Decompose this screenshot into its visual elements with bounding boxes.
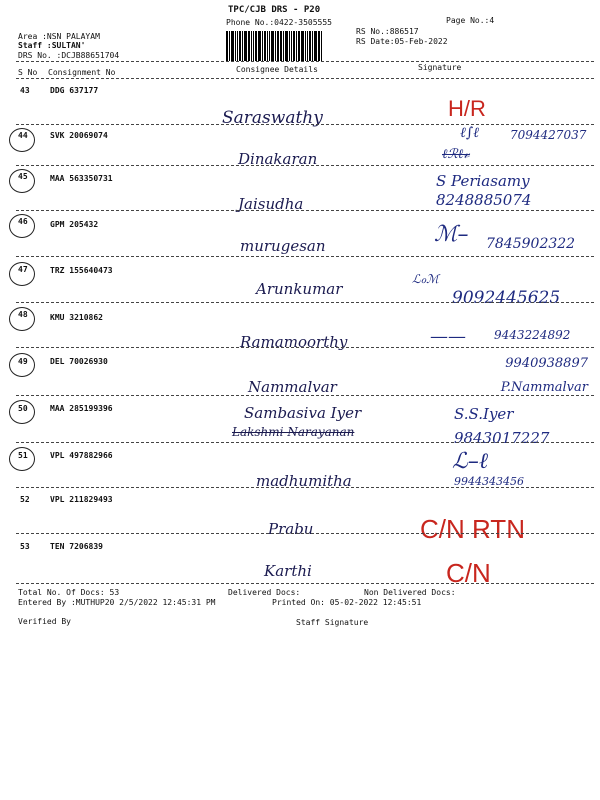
barcode-bar [231,31,234,61]
total-docs: Total No. Of Docs: 53 [18,588,120,597]
row-consignee: Ramamoorthy [240,333,348,351]
row-signature: 9443224892 [494,328,571,342]
barcode-bar [280,31,282,61]
row-signature: 9940938897 P.Nammalvar [500,356,588,395]
entered-by: Entered By :MUTHUP20 2/5/2022 12:45:31 PM [18,598,216,607]
row-consignee: Arunkumar [256,280,343,298]
col-consignee: Consignee Details [236,65,318,74]
col-sno: S No [18,68,38,77]
row-consignment: MAA 563350731 [50,174,113,183]
barcode-bar [229,31,230,61]
row-consignment: SVK 20069074 [50,131,108,140]
barcode-bar [298,31,300,61]
row-consignment: VPL 211829493 [50,495,113,504]
barcode-bar [277,31,279,61]
barcode-bar [226,31,228,61]
row-consignee: Karthi [264,562,312,580]
barcode-bar [312,31,313,61]
row-consignment: DEL 70026930 [50,357,108,366]
col-signature: Signature [418,63,462,72]
phone-number: Phone No.:0422-3505555 [226,18,332,27]
row-consignment: TRZ 155640473 [50,266,113,275]
row-consignee: Jaisudha [238,195,304,213]
row-signature: S Periasamy 8248885074 [436,172,532,209]
barcode-bar [235,31,236,61]
page-number: Page No.:4 [446,16,495,25]
barcode-bar [309,31,311,61]
signature-scribble: ℳ– [434,222,469,247]
barcode-bar [244,31,247,61]
staff-label: Staff :SULTAN' [18,41,86,50]
drs-number: DRS No. :DCJB88651704 [18,51,120,60]
staff-signature: Staff Signature [296,618,369,627]
row-consignee: Dinakaran [238,150,318,168]
divider [16,533,594,534]
barcode-bar [255,31,257,61]
signature-scribble: ℒ–ℓ [452,449,489,474]
barcode-bar [262,31,263,61]
signature-scribble: ℒℴℳ [412,272,440,286]
divider [16,347,594,348]
row-signature: S.S.Iyer 9843017227 [454,405,550,447]
row-remark: C/N [446,558,491,588]
barcode-bar [239,31,241,61]
barcode-bar [318,31,320,61]
row-consignee: Saraswathy [222,108,323,128]
row-sno: 53 [20,542,30,551]
barcode-bar [267,31,268,61]
non-delivered-docs: Non Delivered Docs: [364,588,456,597]
signature-scribble: ℓℛℓ𝓋 [442,147,470,162]
row-signature: 7845902322 [486,236,576,252]
barcode [226,31,350,61]
barcode-bar [314,31,317,61]
divider [16,487,594,488]
row-sno: 46 [18,217,28,226]
row-sno: 43 [20,86,30,95]
row-sno: 49 [18,357,28,366]
barcode-bar [283,31,284,61]
row-consignee: Sambasiva Iyer [244,404,362,422]
row-remark: H/R [448,96,486,121]
barcode-bar [264,31,266,61]
barcode-bar [291,31,292,61]
verified-by: Verified By [18,617,71,626]
row-consignee: Nammalvar [248,378,337,396]
barcode-bar [251,31,252,61]
document-title: TPC/CJB DRS - P20 [228,5,321,15]
rs-number: RS No.:886517 [356,27,419,36]
divider [16,78,594,79]
row-signature: 7094427037 [510,128,587,142]
divider [16,442,594,443]
area-label: Area :NSN PALAYAM [18,32,100,41]
row-sno: 45 [18,172,28,181]
row-sno: 48 [18,310,28,319]
barcode-bar [275,31,276,61]
divider [16,165,594,166]
printed-on: Printed On: 05-02-2022 12:45:51 [272,598,422,607]
barcode-bar [253,31,254,61]
row-consignee: Prabu [268,520,314,538]
delivered-docs: Delivered Docs: [228,588,301,597]
row-consignment: TEN 7206839 [50,542,103,551]
divider [16,210,594,211]
rs-date: RS Date:05-Feb-2022 [356,37,448,46]
barcode-bar [293,31,295,61]
barcode-bar [237,31,238,61]
row-consignment: MAA 285199396 [50,404,113,413]
row-remark: C/N RTN [420,514,525,544]
barcode-bar [242,31,243,61]
row-consignment: DDG 637177 [50,86,99,95]
barcode-bar [248,31,250,61]
row-signature: 9944343456 [454,475,524,488]
col-consignment: Consignment No [48,68,116,77]
row-consignment: GPM 205432 [50,220,99,229]
barcode-bar [269,31,270,61]
barcode-bar [305,31,306,61]
row-sno: 50 [18,404,28,413]
row-consignment: VPL 497882966 [50,451,113,460]
row-sno: 51 [18,451,28,460]
row-consignee-alt: Lakshmi Narayanan [232,425,355,439]
row-signature: 9092445625 [452,288,561,308]
barcode-bar [285,31,288,61]
barcode-bar [301,31,304,61]
divider [16,302,594,303]
barcode-bar [271,31,274,61]
divider [16,395,594,396]
row-consignee: murugesan [240,237,326,255]
barcode-bar [258,31,261,61]
row-sno: 47 [18,265,28,274]
barcode-bar [296,31,297,61]
row-consignee: madhumitha [256,472,352,490]
signature-scribble: ℓ∫ℓ [460,125,479,141]
divider [16,256,594,257]
divider [16,583,594,584]
barcode-bar [289,31,290,61]
divider [16,61,594,62]
row-sno: 44 [18,131,28,140]
barcode-bar [307,31,308,61]
barcode-bar [321,31,322,61]
signature-scribble: —— [430,326,466,347]
row-consignment: KMU 3210862 [50,313,103,322]
divider [16,124,594,125]
row-sno: 52 [20,495,30,504]
